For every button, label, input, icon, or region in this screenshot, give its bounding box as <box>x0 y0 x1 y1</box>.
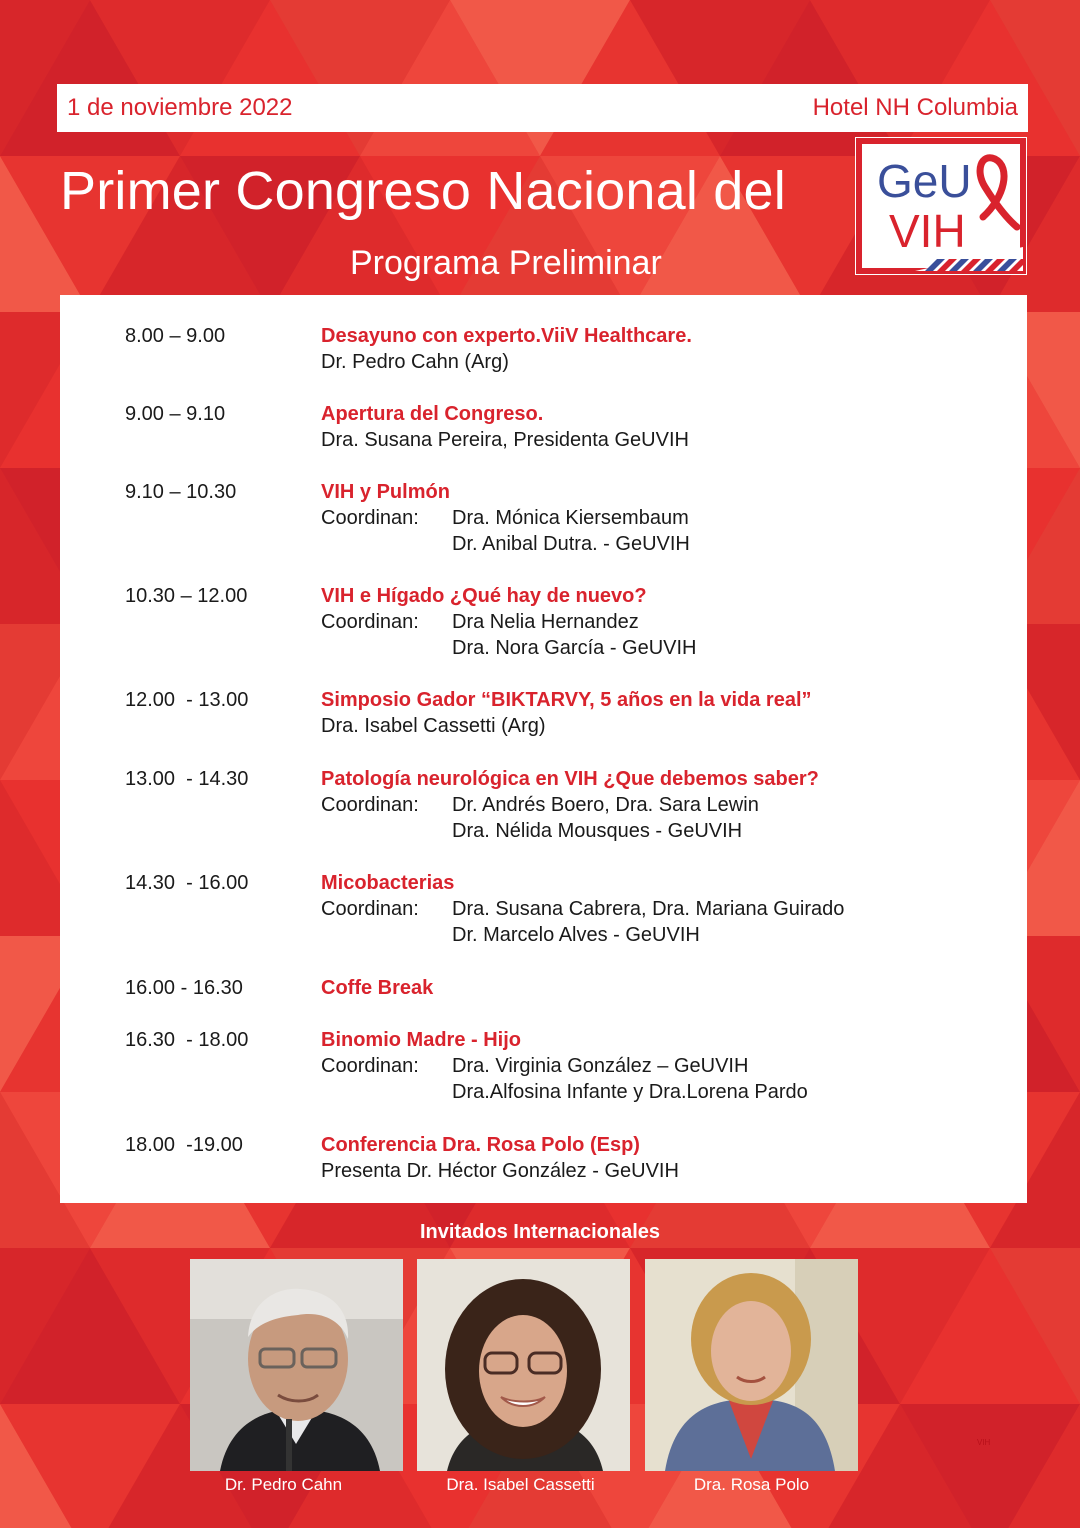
date-venue-bar <box>57 84 1028 132</box>
session-label: Coordinan: <box>321 1055 419 1077</box>
footer-mark: VIH <box>977 1438 991 1447</box>
session-name: Dr. Marcelo Alves - GeUVIH <box>452 924 700 946</box>
session-time: 9.10 – 10.30 <box>125 481 237 503</box>
session-label: Coordinan: <box>321 794 419 816</box>
event-title: Primer Congreso Nacional del <box>60 161 786 221</box>
session-detail: Presenta Dr. Héctor González - GeUVIH <box>321 1160 679 1182</box>
session-label: Coordinan: <box>321 611 419 633</box>
session-time: 9.00 – 9.10 <box>125 403 226 425</box>
session-time: 16.30 - 18.00 <box>125 1029 249 1051</box>
guest-caption: Dr. Pedro Cahn <box>224 1475 343 1494</box>
event-date: 1 de noviembre 2022 <box>67 94 293 121</box>
session-name: Dra.Alfosina Infante y Dra.Lorena Pardo <box>452 1081 808 1103</box>
program-panel <box>60 295 1027 1203</box>
guest-caption: Dra. Rosa Polo <box>693 1475 810 1494</box>
session-name: Dr. Andrés Boero, Dra. Sara Lewin <box>452 794 759 816</box>
session-topic: Desayuno con experto.ViiV Healthcare. <box>321 325 692 347</box>
session-time: 16.00 - 16.30 <box>125 977 243 999</box>
guest-photo-pedro-cahn <box>190 1259 403 1471</box>
session-name: Dra. Susana Cabrera, Dra. Mariana Guirado <box>452 898 845 920</box>
session-name: Dra. Nélida Mousques - GeUVIH <box>452 820 743 842</box>
session-time: 18.00 -19.00 <box>125 1134 243 1156</box>
session-topic: Binomio Madre - Hijo <box>321 1029 521 1051</box>
session-topic: VIH e Hígado ¿Qué hay de nuevo? <box>321 585 647 607</box>
session-time: 13.00 - 14.30 <box>125 768 249 790</box>
session-detail: Dra. Isabel Cassetti (Arg) <box>321 715 546 737</box>
event-subtitle: Programa Preliminar <box>350 244 662 282</box>
event-venue: Hotel NH Columbia <box>812 94 1018 121</box>
session-topic: Apertura del Congreso. <box>321 403 544 425</box>
session-time: 14.30 - 16.00 <box>125 872 249 894</box>
geuvih-logo <box>855 137 1027 275</box>
session-topic: VIH y Pulmón <box>321 481 450 503</box>
session-topic: Simposio Gador “BIKTARVY, 5 años en la vida real” <box>321 689 812 711</box>
session-name: Dra. Mónica Kiersembaum <box>452 507 689 529</box>
logo-text-top: GeU <box>877 155 972 207</box>
logo-text-bottom: VIH <box>889 205 966 257</box>
session-name: Dra Nelia Hernandez <box>452 611 639 633</box>
session-name: Dra. Nora García - GeUVIH <box>452 637 697 659</box>
guest-photo-rosa-polo <box>645 1259 858 1471</box>
session-name: Dr. Anibal Dutra. - GeUVIH <box>452 533 690 555</box>
session-topic: Conferencia Dra. Rosa Polo (Esp) <box>321 1134 640 1156</box>
session-topic: Patología neurológica en VIH ¿Que debemos saber? <box>321 768 819 790</box>
guests-heading: Invitados Internacionales <box>419 1221 661 1243</box>
session-time: 12.00 - 13.00 <box>125 689 249 711</box>
session-label: Coordinan: <box>321 507 419 529</box>
session-topic: Coffe Break <box>321 977 434 999</box>
session-topic: Micobacterias <box>321 872 455 894</box>
guest-photo-isabel-cassetti <box>417 1259 630 1471</box>
session-time: 10.30 – 12.00 <box>125 585 248 607</box>
session-detail: Dr. Pedro Cahn (Arg) <box>321 351 509 373</box>
session-time: 8.00 – 9.00 <box>125 325 226 347</box>
guest-caption: Dra. Isabel Cassetti <box>446 1475 595 1494</box>
session-detail: Dra. Susana Pereira, Presidenta GeUVIH <box>321 429 689 451</box>
session-name: Dra. Virginia González – GeUVIH <box>452 1055 749 1077</box>
session-label: Coordinan: <box>321 898 419 920</box>
